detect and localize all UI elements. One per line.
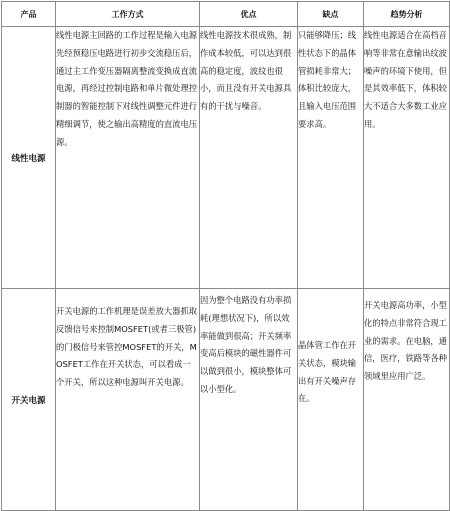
advantages-cell: 线性电源技术很成熟，制作成本较低，可以达到很高的稳定度，波纹也很小，而且没有开关电源具有的干扰与噪音。 xyxy=(200,27,298,289)
working-principle-cell: 线性电源主回路的工作过程是输入电源先经预稳压电路进行初步交流稳压后，通过主工作变压器隔离整流变换成直流电源，再经过控制电路和单片微处理控制器的智能控制下对线性调整元件进行精细调节，使之输出高精度的直流电压源。 xyxy=(56,27,200,289)
header-trend: 趋势分析 xyxy=(364,2,450,27)
table-row xyxy=(2,27,450,289)
header-working: 工作方式 xyxy=(56,2,200,27)
trend-analysis-cell: 线性电源适合在高档音响等非常在意输出纹波噪声的环境下使用，但是其效率低下，体积较大不适合大多数工业应用。 xyxy=(364,27,450,289)
header-disadvantages: 缺点 xyxy=(298,2,364,27)
table-row xyxy=(2,289,450,511)
comparison-table xyxy=(1,1,450,511)
product-name-switching: 开关电源 xyxy=(2,289,56,511)
advantages-cell: 因为整个电路没有功率损耗(理想状况下)，所以效率能做到很高；开关频率变高后模块的磁性器件可以做到很小，模块整体可以小型化。 xyxy=(200,289,298,511)
product-name-linear: 线性电源 xyxy=(2,27,56,289)
disadvantages-cell: 只能够降压；线性状态下的晶体管损耗非常大；体积比较庞大，且输入电压范围要求高。 xyxy=(298,27,364,289)
header-advantages: 优点 xyxy=(200,2,298,27)
table-header-row xyxy=(2,2,450,27)
disadvantages-cell: 晶体管工作在开关状态，模块输出有开关噪声存在。 xyxy=(298,289,364,511)
header-product: 产品 xyxy=(2,2,56,27)
trend-analysis-cell: 开关电源高功率，小型化的特点非常符合现工业的需求。在电脑，通信，医疗，铁路等各种领域里应用广泛。 xyxy=(364,289,450,511)
working-principle-cell: 开关电源的工作机理是误差放大器抓取反馈信号来控制MOSFET(或者三极管)的门极信号来管控MOSFET的开关，MOSFET工作在开关状态，可以看成一个开关，所以这种电源叫开关电源。 xyxy=(56,289,200,511)
